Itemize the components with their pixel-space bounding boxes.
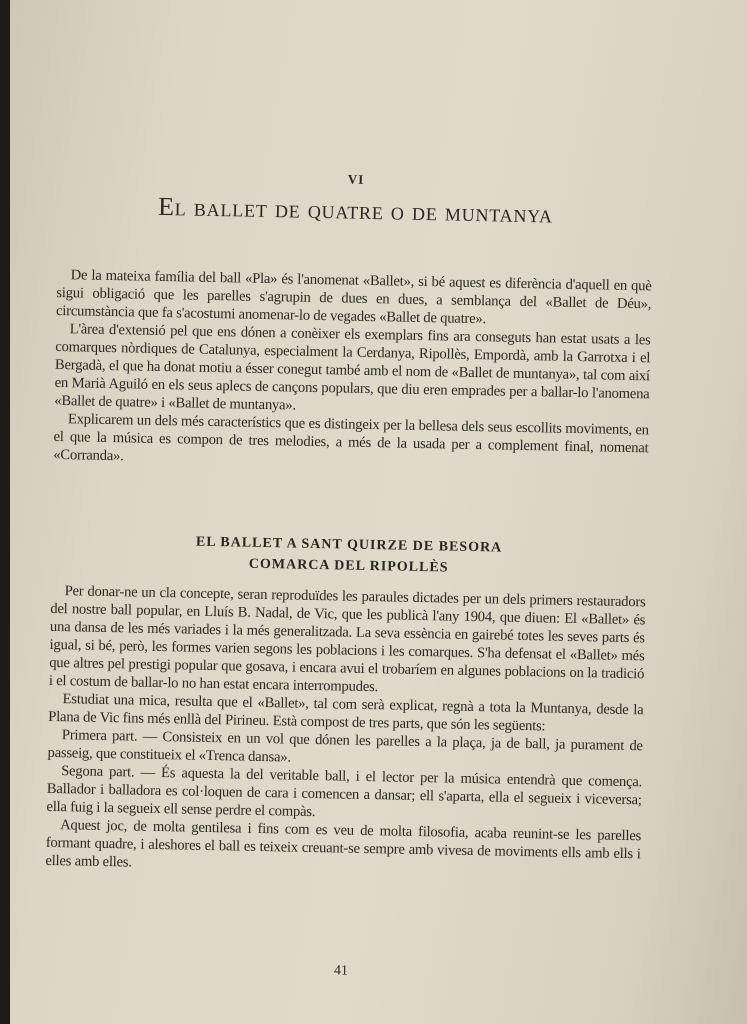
page-content [45,0,657,979]
section-heading [51,529,647,582]
paragraph: Aquest joc, de molta gentilesa i fins com es veu de molta filosofia, acaba reunint-se les parelles formant quadre, i aleshores el ball es teixeix creuant-se sempre amb vivesa de moviments ells amb ells i elles amb elles. [45,817,642,871]
chapter-title: El ballet de quatre o de muntanya [157,191,554,229]
section-heading-line1: EL BALLET A SANT QUIRZE DE BESORA [195,534,503,556]
paragraph: De la mateixa família del ball «Pla» és l'anomenat «Ballet», si bé aquest es diferència d'aquell en què sigui obligació que les parelles s'agrupin de dues en dues, a semblança del «Ballet de Déu», circumstància que fa s'acostumi anomenar-lo de vegades «Ballet de quatre». [55,267,652,328]
paragraph: Per donar-ne un cla concepte, seran reproduïdes les paraules dictades per un dels primers restauradors del nostre ball popular, en Lluís B. Nadal, de Vic, que les publicà l'any 1904, que diuen: El «Ballet» és una dansa de les més variades i la més generalitzada. La seva essència en gairebé totes les seves parts és igual, si bé, però, les formes varien segons les poblacions i les comarques. S'ha defensat el «Ballet» més que altres pel prestigi popular que gosava, i encara avui el trobaríem en algunes poblacions on la tradició i el costum de ballar-lo no han estat encara interrompudes. [48,583,646,696]
paragraph: Estudiat una mica, resulta que el «Ballet», tal com serà explicat, regnà a tota la Muntanya, desde la Plana de Vic fins més enllà del Pirineu. Està compost de tres parts, que són les següents: [48,691,644,735]
paragraph: Segona part. — És aquesta la del veritable ball, i el lector per la música entendrà que comença. Ballador i balladora es col·loquen de cara i comencen a dansar; ell s'aparta, ella el segueix i viceversa; ella fuig i la segueix ell sense perdre el compàs. [46,763,643,821]
paragraph: L'àrea d'extensió pel que ens dónen a conèixer els exemplars fins ara conseguts han estat usats a les comarques nòrdiques de Catalunya, especialment la Cerdanya, Ripollès, Empordà, amb la Garrotxa i el Bergadà, el que ha donat motiu a ésser conegut també amb el nom de «Ballet de muntanya», tal com així en Marià Aguiló en els seus aplecs de cançons populars, que diu eren emprades per a ballar-lo l'anomena «Ballet de quatre» i «Ballet de muntanya». [54,321,651,414]
paragraph: Explicarem un dels més característics que es distingeix per la bellesa dels seus escollits moviments, en el que la música es compon de tres melodies, a més de la usada per a complement final, nomenat «Corranda». [53,411,650,465]
chapter-number: VI [347,171,365,187]
page-number: 41 [333,963,349,979]
section-text [45,582,645,881]
section-heading-line2: COMARCA DEL RIPOLLÈS [248,556,449,576]
book-page [10,0,747,1024]
intro-text [53,266,652,475]
paragraph: Primera part. — Consisteix en un vol que dónen les parelles a la plaça, ja de ball, ja purament de passeig, que constitueix el «Trenca dansa». [47,727,643,766]
